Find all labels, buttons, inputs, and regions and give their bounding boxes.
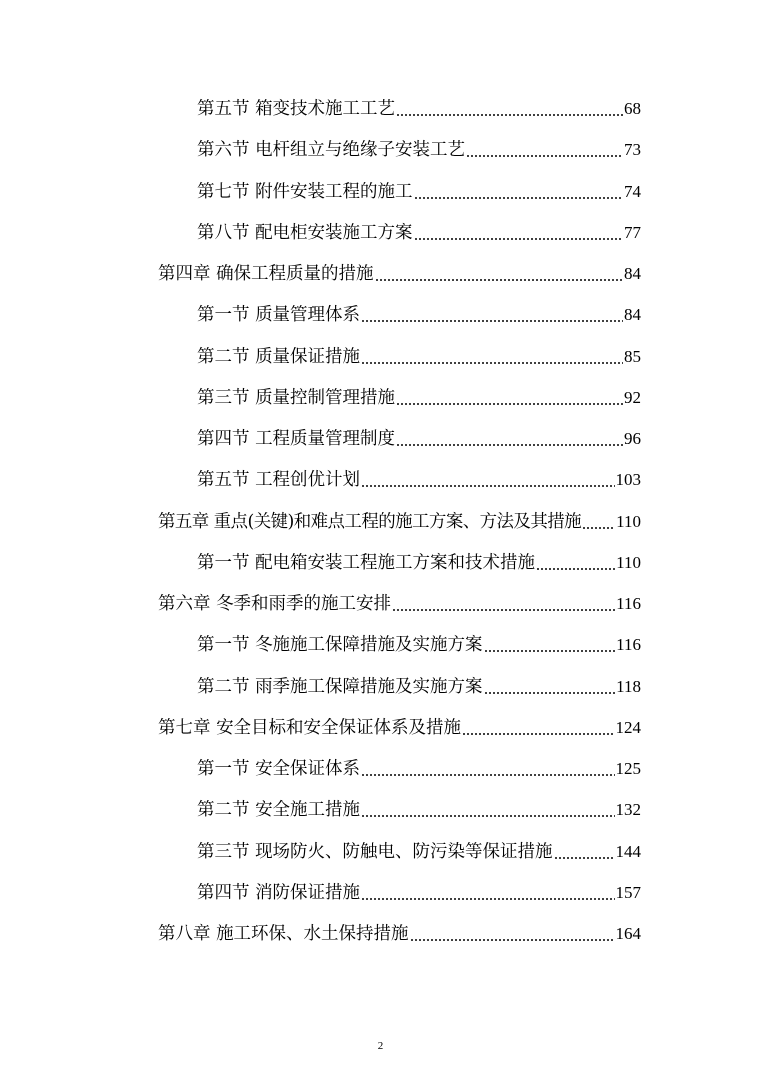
entry-page-number: 164 [615,924,641,943]
entry-page-number: 116 [616,635,641,654]
toc-entry[interactable] [197,216,641,244]
toc-entry[interactable] [197,793,641,821]
toc-entry[interactable] [197,133,641,161]
dot-leader [536,568,615,570]
entry-page-number: 110 [616,512,641,531]
toc-entry[interactable] [197,422,641,450]
toc-entry[interactable] [197,175,641,203]
dot-leader [410,939,615,941]
entry-page-number: 132 [615,800,641,819]
toc-entry[interactable] [197,340,641,368]
dot-leader [361,774,614,776]
toc-entry[interactable] [158,257,641,285]
entry-page-number: 84 [624,305,641,324]
dot-leader [375,279,623,281]
dot-leader [396,114,623,116]
dot-leader [361,362,623,364]
entry-page-number: 110 [616,553,641,572]
entry-title: 第八节 配电柜安装施工方案 [197,223,413,243]
dot-leader [361,898,614,900]
entry-page-number: 116 [616,594,641,613]
entry-page-number: 96 [624,429,641,448]
entry-page-number: 118 [616,677,641,696]
toc-entry[interactable] [158,587,641,615]
dot-leader [466,155,623,157]
dot-leader [361,485,614,487]
toc-entry[interactable] [197,463,641,491]
entry-title: 第七节 附件安装工程的施工 [197,182,413,202]
page-number: 2 [377,1040,384,1052]
toc-entry[interactable] [197,752,641,780]
dot-leader [484,692,616,694]
entry-title: 第五章 重点(关键)和难点工程的施工方案、方法及其措施 [158,512,582,532]
entry-page-number: 125 [615,759,641,778]
entry-page-number: 68 [624,99,641,118]
dot-leader [462,733,614,735]
dot-leader [414,197,623,199]
entry-page-number: 77 [624,223,641,242]
dot-leader [361,320,623,322]
dot-leader [396,403,623,405]
entry-title: 第一节 质量管理体系 [197,305,361,325]
toc-entry[interactable] [197,381,641,409]
toc-entry[interactable] [158,917,641,945]
toc-entry[interactable] [197,835,641,863]
entry-title: 第五节 箱变技术施工工艺 [197,99,396,119]
entry-page-number: 85 [624,347,641,366]
toc-entry[interactable] [197,92,641,120]
dot-leader [414,238,623,240]
entry-title: 第四节 消防保证措施 [197,883,361,903]
toc-entry[interactable] [197,628,641,656]
toc-entry[interactable] [197,298,641,326]
entry-title: 第四章 确保工程质量的措施 [158,264,374,284]
entry-page-number: 157 [615,883,641,902]
toc-entry[interactable] [158,505,641,533]
dot-leader [396,444,623,446]
dot-leader [361,815,614,817]
entry-title: 第三节 现场防火、防触电、防污染等保证措施 [197,842,553,862]
toc-entry[interactable] [197,546,641,574]
entry-title: 第三节 质量控制管理措施 [197,388,396,408]
entry-page-number: 103 [615,470,641,489]
entry-page-number: 124 [615,718,641,737]
toc-entry[interactable] [197,876,641,904]
entry-title: 第六章 冬季和雨季的施工安排 [158,594,392,614]
entry-title: 第一节 安全保证体系 [197,759,361,779]
entry-page-number: 74 [624,182,641,201]
entry-page-number: 92 [624,388,641,407]
entry-page-number: 84 [624,264,641,283]
toc-entry[interactable] [197,670,641,698]
entry-title: 第二节 质量保证措施 [197,347,361,367]
entry-title: 第五节 工程创优计划 [197,470,361,490]
entry-page-number: 73 [624,140,641,159]
toc-entry[interactable] [158,711,641,739]
entry-title: 第二节 安全施工措施 [197,800,361,820]
entry-title: 第一节 配电箱安装工程施工方案和技术措施 [197,553,536,573]
dot-leader [582,527,615,529]
dot-leader [392,609,615,611]
entry-title: 第四节 工程质量管理制度 [197,429,396,449]
entry-title: 第六节 电杆组立与绝缘子安装工艺 [197,140,466,160]
dot-leader [554,857,615,859]
entry-title: 第一节 冬施施工保障措施及实施方案 [197,635,483,655]
entry-page-number: 144 [615,842,641,861]
dot-leader [484,650,616,652]
entry-title: 第二节 雨季施工保障措施及实施方案 [197,677,483,697]
entry-title: 第七章 安全目标和安全保证体系及措施 [158,718,462,738]
entry-title: 第八章 施工环保、水土保持措施 [158,924,409,944]
